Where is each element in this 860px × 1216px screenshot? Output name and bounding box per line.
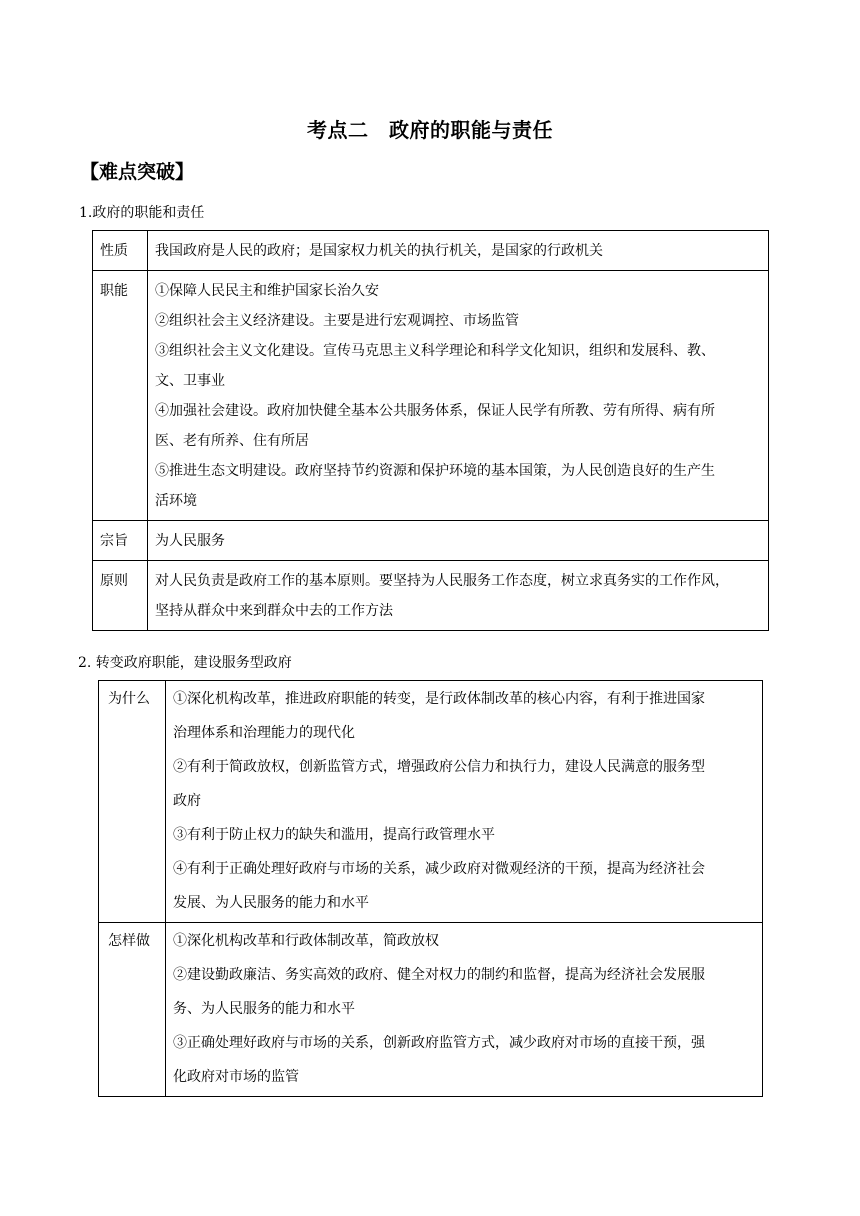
row-content-purpose (148, 521, 769, 561)
content-line: ⑤推进生态文明建设。政府坚持节约资源和保护环境的基本国策，为人民创造良好的生产生 (155, 463, 715, 479)
row-label-how: 怎样做 (99, 923, 166, 1097)
content-line: ②建设勤政廉洁、务实高效的政府、健全对权力的制约和监督，提高为经济社会发展服 (173, 967, 705, 983)
table-row (93, 271, 769, 521)
content-line: 活环境 (155, 493, 197, 509)
content-line: ③有利于防止权力的缺失和滥用，提高行政管理水平 (173, 827, 495, 843)
content-line: 治理体系和治理能力的现代化 (173, 725, 355, 741)
content-line: ③正确处理好政府与市场的关系，创新政府监管方式，减少政府对市场的直接干预，强 (173, 1035, 705, 1051)
section-heading: 【难点突破】 (80, 161, 195, 183)
page-title: 考点二 政府的职能与责任 (307, 118, 553, 142)
row-content-principle (148, 561, 769, 631)
content-line: ③组织社会主义文化建设。宣传马克思主义科学理论和科学文化知识，组织和发展科、教、 (155, 343, 715, 359)
table-row (93, 231, 769, 271)
row-content-why (166, 681, 763, 923)
table-row (99, 923, 763, 1097)
content-line: ②组织社会主义经济建设。主要是进行宏观调控、市场监管 (155, 313, 519, 329)
table-row (99, 681, 763, 923)
row-label-principle: 原则 (93, 561, 148, 631)
item-heading-transform: 2. 转变政府职能，建设服务型政府 (78, 655, 292, 671)
content-line: 对人民负责是政府工作的基本原则。要坚持为人民服务工作态度，树立求真务实的工作作风， (155, 573, 729, 589)
row-label-why: 为什么 (99, 681, 166, 923)
content-line: 文、卫事业 (155, 373, 225, 389)
content-line: ①保障人民民主和维护国家长治久安 (155, 283, 379, 299)
content-line: ①深化机构改革和行政体制改革，简政放权 (173, 933, 439, 949)
content-line: 务、为人民服务的能力和水平 (173, 1001, 355, 1017)
content-line: 我国政府是人民的政府；是国家权力机关的执行机关，是国家的行政机关 (155, 243, 603, 259)
content-line: 政府 (173, 793, 201, 809)
table-row (93, 561, 769, 631)
row-content-functions (148, 271, 769, 521)
functions-table (92, 230, 769, 631)
row-label-nature: 性质 (93, 231, 148, 271)
content-line: ④加强社会建设。政府加快健全基本公共服务体系，保证人民学有所教、劳有所得、病有所 (155, 403, 715, 419)
content-line: 为人民服务 (155, 533, 225, 549)
content-line: 化政府对市场的监管 (173, 1069, 299, 1085)
content-line: 坚持从群众中来到群众中去的工作方法 (155, 603, 393, 619)
row-content-nature (148, 231, 769, 271)
content-line: 发展、为人民服务的能力和水平 (173, 895, 369, 911)
transform-table (98, 680, 763, 1097)
table-row (93, 521, 769, 561)
item-heading-functions: 1.政府的职能和责任 (79, 205, 205, 221)
content-line: ②有利于简政放权，创新监管方式，增强政府公信力和执行力，建设人民满意的服务型 (173, 759, 705, 775)
content-line: ①深化机构改革，推进政府职能的转变，是行政体制改革的核心内容，有利于推进国家 (173, 691, 705, 707)
row-label-functions: 职能 (93, 271, 148, 521)
content-line: 医、老有所养、住有所居 (155, 433, 309, 449)
content-line: ④有利于正确处理好政府与市场的关系，减少政府对微观经济的干预，提高为经济社会 (173, 861, 705, 877)
row-label-purpose: 宗旨 (93, 521, 148, 561)
row-content-how (166, 923, 763, 1097)
